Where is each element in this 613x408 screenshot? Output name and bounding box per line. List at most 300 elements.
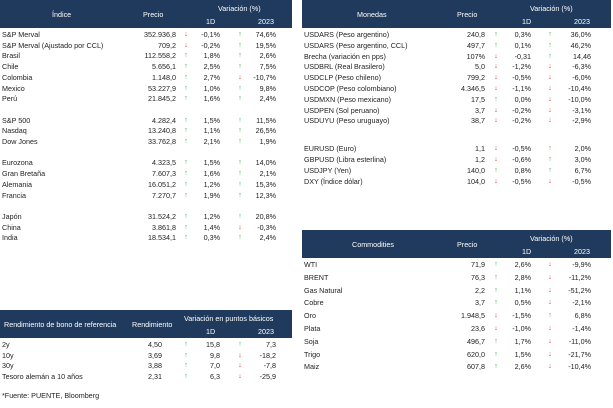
arrow-up-icon: ↑ <box>494 261 498 268</box>
row-change-1d: 1,6% <box>203 169 220 179</box>
row-change-2023: -21,7% <box>568 349 591 359</box>
row-change-1d: 2,8% <box>514 272 531 282</box>
row-value: 352.936,8 <box>144 30 176 39</box>
row-change-2023: 46,2% <box>570 40 591 50</box>
col-header-yield: Rendimiento <box>132 320 173 329</box>
col-header-1d: 1D <box>522 17 532 26</box>
arrow-down-icon: ↓ <box>548 363 552 371</box>
row-value: 2,31 <box>148 371 162 381</box>
row-change-2023: 1,9% <box>259 137 276 146</box>
index-row <box>0 41 292 52</box>
arrow-up-icon: ↑ <box>494 350 498 358</box>
row-value: 104,0 <box>467 176 485 186</box>
commodity-row <box>302 273 611 284</box>
arrow-up-icon: ↑ <box>184 372 188 380</box>
indices-table <box>0 0 292 300</box>
row-change-1d: -0,1% <box>201 30 220 39</box>
col-header-variation-bp: Variación en puntos básicos <box>184 314 274 323</box>
arrow-up-icon: ↑ <box>494 41 498 49</box>
row-change-1d: 1,7% <box>514 336 531 346</box>
row-change-1d: -0,2% <box>512 116 531 126</box>
commodity-row <box>302 311 611 322</box>
arrow-up-icon: ↑ <box>548 31 552 38</box>
row-label: China <box>2 222 21 232</box>
currency-row <box>302 41 611 52</box>
row-change-2023: -18,2 <box>259 350 276 360</box>
arrow-up-icon: ↑ <box>548 312 552 320</box>
row-value: 31.524,2 <box>148 211 176 221</box>
row-value: 33.762,8 <box>148 137 176 146</box>
arrow-up-icon: ↑ <box>494 286 498 294</box>
row-label: Trigo <box>304 349 321 359</box>
arrow-down-icon: ↓ <box>238 73 242 81</box>
arrow-up-icon: ↑ <box>238 52 242 60</box>
row-label: Eurozona <box>2 158 33 168</box>
row-change-2023: -9,9% <box>572 260 591 269</box>
row-change-2023: -10,4% <box>568 84 591 93</box>
row-change-2023: 2,4% <box>259 233 276 243</box>
row-label: 30y <box>2 361 14 370</box>
row-change-1d: 2,6% <box>514 362 531 372</box>
row-value: 1.948,5 <box>461 311 485 321</box>
row-change-1d: 2,1% <box>203 137 220 146</box>
source-footnote: *Fuente: PUENTE, Bloomberg <box>2 391 100 400</box>
row-change-1d: -0,6% <box>512 155 531 164</box>
row-change-2023: 26,5% <box>255 126 276 136</box>
row-value: 17,5 <box>471 94 485 104</box>
arrow-down-icon: ↓ <box>548 177 552 185</box>
arrow-up-icon: ↑ <box>548 145 552 153</box>
row-change-2023: 7,5% <box>259 62 276 72</box>
arrow-up-icon: ↑ <box>494 363 498 371</box>
row-label: DXY (Índice dólar) <box>304 176 363 186</box>
col-header-variation: Variación (%) <box>530 4 573 13</box>
bond-row <box>0 372 292 383</box>
index-row <box>0 212 292 223</box>
row-label: Gas Natural <box>304 285 343 295</box>
row-change-1d: -1,1% <box>512 84 531 93</box>
row-change-1d: 2,6% <box>514 260 531 269</box>
row-change-2023: -11,0% <box>568 336 591 346</box>
currency-row <box>302 62 611 73</box>
row-label: Mexico <box>2 83 25 93</box>
row-value: 7.607,3 <box>152 169 176 179</box>
row-value: 620,0 <box>467 349 485 359</box>
row-change-2023: 11,5% <box>256 115 276 125</box>
col-header-variation: Variación (%) <box>530 234 573 243</box>
row-change-1d: 7,0 <box>210 361 220 370</box>
row-change-2023: 14,0% <box>255 158 276 168</box>
row-label: Plata <box>304 324 321 333</box>
commodities-table <box>302 230 611 380</box>
index-row <box>0 137 292 148</box>
commodity-row <box>302 350 611 361</box>
row-label: Perú <box>2 94 18 104</box>
col-header-variation: Variación (%) <box>218 4 261 13</box>
arrow-down-icon: ↓ <box>494 156 498 163</box>
row-change-2023: 9,8% <box>259 83 276 93</box>
arrow-down-icon: ↓ <box>494 74 498 82</box>
row-change-2023: -2,9% <box>572 116 591 126</box>
row-value: 3,88 <box>148 361 162 370</box>
row-label: EURUSD (Euro) <box>304 144 357 154</box>
index-row <box>0 84 292 95</box>
row-value: 496,7 <box>467 336 485 346</box>
arrow-up-icon: ↑ <box>494 166 498 174</box>
row-value: 497,7 <box>467 40 485 50</box>
row-change-2023: -10,0% <box>568 94 591 104</box>
indices-header <box>0 0 292 28</box>
row-value: 107% <box>466 51 485 61</box>
col-header-price: Precio <box>457 10 478 19</box>
row-value: 13.240,8 <box>148 126 176 136</box>
row-change-2023: -10,7% <box>253 72 276 82</box>
row-value: 3,7 <box>475 105 485 115</box>
row-label: Brecha (variación en pps) <box>304 51 386 61</box>
arrow-up-icon: ↑ <box>184 170 188 178</box>
arrow-up-icon: ↑ <box>184 212 188 220</box>
arrow-up-icon: ↑ <box>238 84 242 92</box>
arrow-down-icon: ↓ <box>494 63 498 71</box>
arrow-up-icon: ↑ <box>494 95 498 103</box>
row-label: USDARS (Peso argentino) <box>304 30 390 39</box>
arrow-up-icon: ↑ <box>238 63 242 71</box>
arrow-down-icon: ↓ <box>548 63 552 71</box>
row-label: India <box>2 233 18 243</box>
row-change-1d: 1,5% <box>203 158 220 168</box>
row-change-1d: 0,1% <box>514 40 531 50</box>
row-label: Tesoro alemán a 10 años <box>2 371 83 381</box>
row-change-2023: -3,1% <box>572 105 591 115</box>
arrow-down-icon: ↓ <box>238 223 242 231</box>
arrow-up-icon: ↑ <box>548 156 552 163</box>
bond-row <box>0 351 292 362</box>
arrow-up-icon: ↑ <box>184 223 188 231</box>
row-value: 18.534,1 <box>148 233 176 243</box>
row-change-1d: 1,1% <box>514 285 531 295</box>
arrow-up-icon: ↑ <box>238 41 242 49</box>
arrow-up-icon: ↑ <box>184 341 188 348</box>
index-row <box>0 62 292 73</box>
row-value: 1.148,0 <box>152 72 176 82</box>
arrow-up-icon: ↑ <box>494 299 498 307</box>
row-label: GBPUSD (Libra esterlina) <box>304 155 387 164</box>
arrow-down-icon: ↓ <box>494 106 498 114</box>
row-value: 21.845,2 <box>148 94 176 104</box>
row-change-1d: 1,5% <box>514 349 531 359</box>
row-label: USDCLP (Peso chileno) <box>304 73 381 83</box>
row-label: S&P Merval <box>2 30 40 39</box>
bonds-header <box>0 310 292 338</box>
row-change-2023: 19,5% <box>255 40 276 50</box>
currency-row <box>302 116 611 127</box>
row-value: 4.323,5 <box>152 158 176 168</box>
row-change-1d: -0,5% <box>512 176 531 186</box>
row-change-1d: -1,0% <box>512 324 531 333</box>
currency-row <box>302 84 611 95</box>
arrow-up-icon: ↑ <box>184 52 188 60</box>
row-change-2023: 2,6% <box>259 51 276 61</box>
row-label: Dow Jones <box>2 137 38 146</box>
row-change-1d: 1,5% <box>203 115 220 125</box>
row-change-2023: 20,8% <box>255 211 276 221</box>
row-label: USDCOP (Peso colombiano) <box>304 84 397 93</box>
arrow-up-icon: ↑ <box>548 52 552 60</box>
row-value: 4.282,4 <box>152 115 176 125</box>
row-change-2023: 36,0% <box>570 30 591 39</box>
row-change-1d: 15,8 <box>206 340 220 349</box>
commodities-header <box>302 230 611 258</box>
index-row <box>0 73 292 84</box>
row-value: 240,8 <box>467 30 485 39</box>
row-change-1d: 2,5% <box>203 62 220 72</box>
row-label: USDMXN (Peso mexicano) <box>304 94 392 104</box>
row-change-2023: 74,6% <box>255 30 276 39</box>
row-change-1d: -0,31 <box>514 51 531 61</box>
row-change-1d: 0,8% <box>514 165 531 175</box>
currency-row <box>302 52 611 63</box>
arrow-up-icon: ↑ <box>184 73 188 81</box>
arrow-up-icon: ↑ <box>238 159 242 167</box>
arrow-down-icon: ↓ <box>494 85 498 92</box>
row-change-1d: 6,3 <box>210 371 220 381</box>
row-label: Colombia <box>2 72 33 82</box>
arrow-up-icon: ↑ <box>184 127 188 135</box>
arrow-down-icon: ↓ <box>548 261 552 268</box>
bonds-table <box>0 310 292 408</box>
arrow-up-icon: ↑ <box>238 138 242 145</box>
index-row <box>0 30 292 41</box>
row-change-1d: 0,0% <box>514 94 531 104</box>
row-change-2023: 2,4% <box>259 94 276 104</box>
currencies-header <box>302 0 611 28</box>
col-header-commodity: Commodities <box>352 240 394 249</box>
arrow-up-icon: ↑ <box>184 95 188 103</box>
index-row <box>0 94 292 105</box>
row-label: Brasil <box>2 51 20 61</box>
currency-row <box>302 166 611 177</box>
row-label: Oro <box>304 311 316 321</box>
currency-row <box>302 144 611 155</box>
row-value: 23,6 <box>471 324 485 333</box>
col-header-index: Índice <box>52 10 72 19</box>
arrow-up-icon: ↑ <box>184 159 188 167</box>
index-row <box>0 158 292 169</box>
commodity-row <box>302 362 611 373</box>
arrow-down-icon: ↓ <box>494 177 498 185</box>
arrow-down-icon: ↓ <box>494 117 498 125</box>
row-change-2023: -7,8 <box>263 361 276 370</box>
row-change-1d: -1,5% <box>512 311 531 321</box>
arrow-down-icon: ↓ <box>494 312 498 320</box>
row-change-2023: 2,0% <box>574 144 591 154</box>
row-label: 10y <box>2 350 14 360</box>
index-row <box>0 116 292 127</box>
arrow-down-icon: ↓ <box>548 106 552 114</box>
row-change-1d: 1,4% <box>203 222 220 232</box>
arrow-up-icon: ↑ <box>238 95 242 103</box>
commodity-row <box>302 286 611 297</box>
row-change-1d: 0,3% <box>203 233 220 243</box>
row-value: 140,0 <box>467 165 485 175</box>
col-header-2023: 2023 <box>258 17 274 26</box>
row-change-2023: -11,2% <box>568 272 591 282</box>
arrow-down-icon: ↓ <box>548 350 552 358</box>
arrow-down-icon: ↓ <box>548 117 552 125</box>
row-value: 799,2 <box>467 73 485 83</box>
row-change-2023: 12,3% <box>255 190 276 200</box>
arrow-up-icon: ↑ <box>494 31 498 38</box>
arrow-up-icon: ↑ <box>184 84 188 92</box>
row-label: Francia <box>2 190 26 200</box>
arrow-up-icon: ↑ <box>184 191 188 199</box>
currency-row <box>302 73 611 84</box>
arrow-up-icon: ↑ <box>238 31 242 38</box>
row-change-2023: 6,7% <box>574 165 591 175</box>
index-row <box>0 191 292 202</box>
row-value: 1,1 <box>475 144 485 154</box>
row-value: 53.227,9 <box>148 83 176 93</box>
arrow-down-icon: ↓ <box>548 325 552 332</box>
row-change-1d: -0,2% <box>201 40 220 50</box>
bond-row <box>0 340 292 351</box>
col-header-currency: Monedas <box>357 10 387 19</box>
commodity-row <box>302 337 611 348</box>
arrow-down-icon: ↓ <box>548 85 552 92</box>
row-change-1d: 1,0% <box>203 83 220 93</box>
arrow-up-icon: ↑ <box>494 273 498 281</box>
row-change-2023: 3,0% <box>574 155 591 164</box>
row-value: 76,3 <box>471 272 485 282</box>
arrow-down-icon: ↓ <box>548 299 552 307</box>
arrow-up-icon: ↑ <box>238 341 242 348</box>
commodity-row <box>302 324 611 335</box>
arrow-up-icon: ↑ <box>238 116 242 124</box>
row-change-1d: 1,8% <box>203 51 220 61</box>
commodity-row <box>302 260 611 271</box>
arrow-down-icon: ↓ <box>494 145 498 153</box>
arrow-up-icon: ↑ <box>238 170 242 178</box>
row-label: Cobre <box>304 298 324 308</box>
row-change-2023: 14,46 <box>573 51 591 61</box>
row-value: 3,69 <box>148 350 162 360</box>
row-change-1d: -0,5% <box>512 73 531 83</box>
arrow-down-icon: ↓ <box>494 325 498 332</box>
row-change-2023: -0,5% <box>572 176 591 186</box>
arrow-down-icon: ↓ <box>548 337 552 345</box>
row-change-1d: 9,8 <box>210 350 220 360</box>
arrow-down-icon: ↓ <box>548 95 552 103</box>
col-header-2023: 2023 <box>574 247 590 256</box>
arrow-down-icon: ↓ <box>184 41 188 49</box>
row-label: Japón <box>2 211 22 221</box>
row-change-1d: 1,1% <box>203 126 220 136</box>
col-header-2023: 2023 <box>258 327 274 336</box>
arrow-up-icon: ↑ <box>548 166 552 174</box>
index-row <box>0 223 292 234</box>
arrow-down-icon: ↓ <box>238 372 242 380</box>
currency-row <box>302 155 611 166</box>
arrow-up-icon: ↑ <box>184 116 188 124</box>
index-row <box>0 233 292 244</box>
currency-row <box>302 95 611 106</box>
arrow-up-icon: ↑ <box>184 63 188 71</box>
col-header-2023: 2023 <box>574 17 590 26</box>
currency-row <box>302 177 611 188</box>
row-value: 2,2 <box>475 285 485 295</box>
arrow-up-icon: ↑ <box>184 351 188 359</box>
row-change-2023: -1,4% <box>572 324 591 333</box>
row-change-2023: 15,3% <box>255 179 276 189</box>
arrow-up-icon: ↑ <box>494 337 498 345</box>
col-header-1d: 1D <box>522 247 532 256</box>
row-value: 1,2 <box>475 155 485 164</box>
row-label: BRENT <box>304 272 329 282</box>
row-value: 16.051,2 <box>148 179 176 189</box>
arrow-up-icon: ↑ <box>184 234 188 242</box>
row-label: S&P 500 <box>2 115 31 125</box>
arrow-up-icon: ↑ <box>238 127 242 135</box>
arrow-up-icon: ↑ <box>238 212 242 220</box>
col-header-bond: Rendimiento de bono de referencia <box>4 320 117 329</box>
row-value: 4.346,5 <box>461 84 485 93</box>
arrow-up-icon: ↑ <box>238 180 242 188</box>
row-value: 709,2 <box>158 40 176 50</box>
row-change-1d: 0,5% <box>514 298 531 308</box>
row-change-1d: -0,2% <box>512 105 531 115</box>
arrow-down-icon: ↓ <box>548 273 552 281</box>
arrow-up-icon: ↑ <box>238 191 242 199</box>
row-change-2023: -10,4% <box>568 362 591 372</box>
row-value: 3.861,8 <box>152 222 176 232</box>
arrow-up-icon: ↑ <box>238 234 242 242</box>
arrow-down-icon: ↓ <box>548 286 552 294</box>
row-change-2023: -0,3% <box>257 222 276 232</box>
row-change-1d: 2,7% <box>203 72 220 82</box>
arrow-up-icon: ↑ <box>184 138 188 145</box>
arrow-down-icon: ↓ <box>238 351 242 359</box>
row-label: WTI <box>304 260 318 269</box>
arrow-down-icon: ↓ <box>184 31 188 38</box>
row-value: 4,50 <box>148 340 162 349</box>
row-label: Soja <box>304 336 319 346</box>
row-value: 5,0 <box>475 62 485 72</box>
row-label: USDARS (Peso argentino, CCL) <box>304 40 408 50</box>
arrow-down-icon: ↓ <box>548 74 552 82</box>
row-value: 112.558,2 <box>144 51 176 61</box>
col-header-price: Precio <box>143 10 164 19</box>
row-change-1d: 1,6% <box>203 94 220 104</box>
row-label: USDPEN (Sol peruano) <box>304 105 380 115</box>
row-value: 38,7 <box>471 116 485 126</box>
row-change-2023: -2,1% <box>572 298 591 308</box>
row-change-2023: -25,9 <box>259 371 276 381</box>
row-label: Gran Bretaña <box>2 169 46 179</box>
currency-row <box>302 106 611 117</box>
row-value: 3,7 <box>475 298 485 308</box>
row-label: Alemania <box>2 179 32 189</box>
index-row <box>0 126 292 137</box>
row-change-2023: -6,3% <box>572 62 591 72</box>
row-label: USDBRL (Real Brasilero) <box>304 62 385 72</box>
row-value: 5.656,1 <box>152 62 176 72</box>
col-header-1d: 1D <box>206 17 216 26</box>
arrow-down-icon: ↓ <box>494 52 498 60</box>
arrow-up-icon: ↑ <box>548 41 552 49</box>
row-label: USDUYU (Peso uruguayo) <box>304 116 390 126</box>
row-label: Nasdaq <box>2 126 27 136</box>
row-change-2023: -51,2% <box>568 285 591 295</box>
